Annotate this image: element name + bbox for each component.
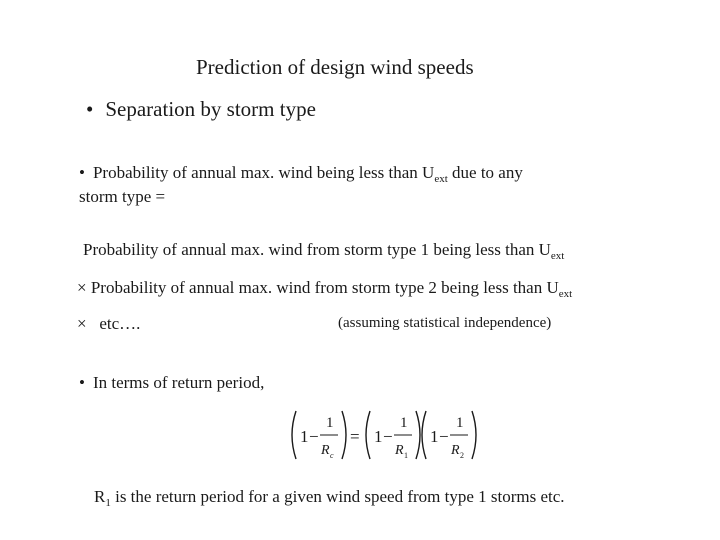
eq-one: 1 <box>300 427 309 446</box>
eq-minus: − <box>309 427 319 446</box>
eq-Rc: R <box>321 443 330 458</box>
return-period-equation <box>286 407 482 463</box>
ext-subscript: ext <box>550 250 565 262</box>
eq-Rc-sub: c <box>330 451 334 460</box>
eq-numerator: 1 <box>400 415 408 431</box>
etc-text: etc…. <box>99 314 141 333</box>
etc-line <box>77 314 140 334</box>
eq-minus: − <box>439 427 449 446</box>
r1-symbol: R <box>94 487 106 506</box>
storm-type-1-text: Probability of annual max. wind from storm type 1 being less than U <box>83 240 551 259</box>
paren-open <box>366 411 370 459</box>
bullet-separation <box>86 97 316 122</box>
r1-subscript: 1 <box>105 497 111 509</box>
eq-equals: = <box>350 427 360 446</box>
paren-close <box>342 411 346 459</box>
equation-graphic <box>286 407 482 463</box>
ext-subscript: ext <box>434 173 448 185</box>
slide-title: Prediction of design wind speeds <box>196 55 474 79</box>
probability-statement-line2: storm type = <box>79 187 166 206</box>
bullet-dot: • <box>86 97 94 121</box>
eq-one: 1 <box>374 427 383 446</box>
probability-statement-line1 <box>79 163 523 185</box>
return-period-text: In terms of return period, <box>92 373 265 392</box>
bullet-separation-text: Separation by storm type <box>105 97 316 121</box>
paren-open <box>422 411 426 459</box>
ext-subscript: ext <box>558 288 573 300</box>
independence-note: (assuming statistical independence) <box>338 315 552 331</box>
storm-type-2-line <box>77 278 572 300</box>
bullet-dot: • <box>79 163 85 182</box>
times-symbol: × <box>77 314 87 333</box>
paren-close <box>416 411 420 459</box>
eq-numerator: 1 <box>456 415 464 431</box>
probability-text: Probability of annual max. wind being less than U <box>92 163 435 182</box>
eq-R1-sub: 1 <box>404 451 408 460</box>
r1-definition-text: is the return period for a given wind speed from type 1 storms etc. <box>110 487 565 506</box>
eq-minus: − <box>383 427 393 446</box>
eq-R2: R <box>451 443 460 458</box>
paren-close <box>472 411 476 459</box>
bullet-dot: • <box>79 373 85 392</box>
probability-tail: due to any <box>447 163 523 182</box>
r1-definition-line <box>94 487 565 509</box>
storm-type-2-text: Probability of annual max. wind from storm type 2 being less than U <box>86 278 559 297</box>
paren-open <box>292 411 296 459</box>
times-symbol: × <box>77 278 87 297</box>
return-period-line <box>79 373 264 393</box>
eq-numerator: 1 <box>326 415 334 431</box>
storm-type-1-line <box>83 240 564 262</box>
eq-R1: R <box>395 443 404 458</box>
eq-R2-sub: 2 <box>460 451 464 460</box>
eq-one: 1 <box>430 427 439 446</box>
